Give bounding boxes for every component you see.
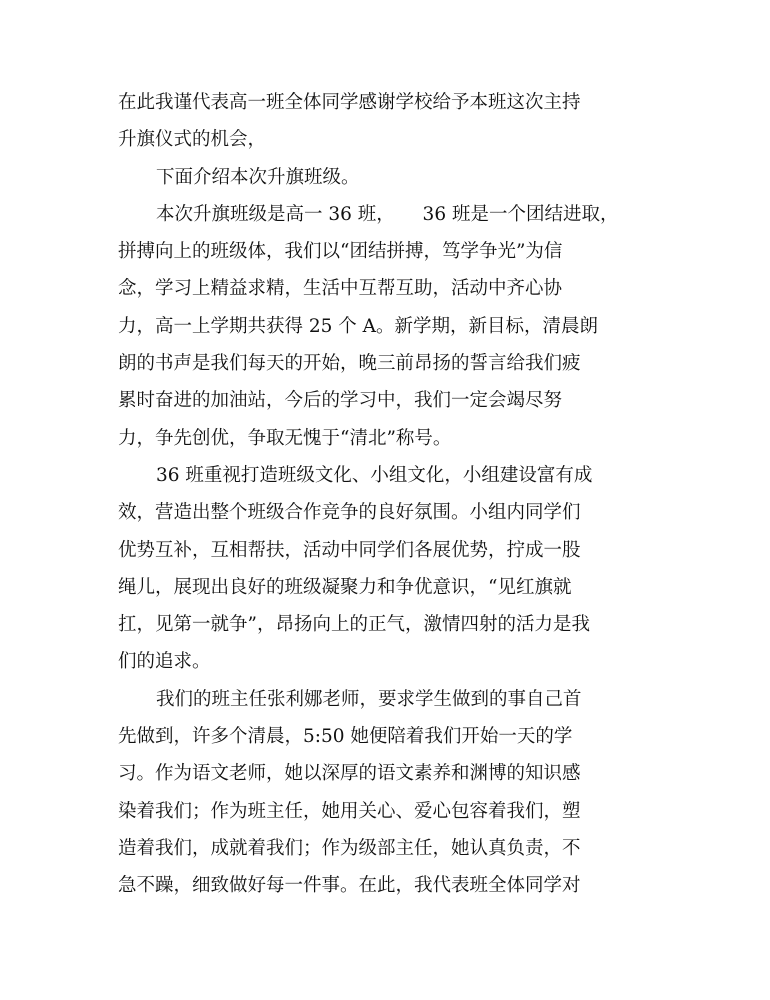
text-line: 效，营造出整个班级合作竞争的良好氛围。小组内同学们 <box>118 502 581 524</box>
text-line: 力，高一上学期共获得 25 个 A。新学期，新目标，清晨朗 <box>118 315 599 337</box>
text-line: 优势互补，互相帮扶，活动中同学们各展优势，拧成一股 <box>118 539 581 561</box>
text-line: 朗的书声是我们每天的开始，晚三前昂扬的誓言给我们疲 <box>118 353 581 375</box>
text-line: 急不躁，细致做好每一件事。在此，我代表班全体同学对 <box>118 875 581 897</box>
text-line: 绳儿，展现出良好的班级凝聚力和争优意识，“见红旗就 <box>118 576 572 598</box>
text-line: 累时奋进的加油站，今后的学习中，我们一定会竭尽努 <box>118 390 563 412</box>
text-line: 习。作为语文老师，她以深厚的语文素养和渊博的知识感 <box>118 763 581 785</box>
text-line: 本次升旗班级是高一 36 班， 36 班是一个团结进取， <box>156 203 619 225</box>
text-line: 拼搏向上的班级体，我们以“团结拼搏，笃学争光”为信 <box>118 241 563 263</box>
text-line: 们的追求。 <box>118 651 211 673</box>
text-line: 下面介绍本次升旗班级。 <box>156 166 360 188</box>
text-line: 我们的班主任张利娜老师，要求学生做到的事自己首 <box>156 688 582 710</box>
text-line: 念，学习上精益求精，生活中互帮互助，活动中齐心协 <box>118 278 563 300</box>
text-line: 力，争先创优，争取无愧于“清北”称号。 <box>118 427 452 449</box>
document-body <box>118 84 648 905</box>
text-line: 在此我谨代表高一班全体同学感谢学校给予本班这次主持 <box>118 92 581 113</box>
text-line: 扛，见第一就争”，昂扬向上的正气，激情四射的活力是我 <box>118 614 590 636</box>
text-line: 升旗仪式的机会， <box>118 129 267 151</box>
text-line: 染着我们；作为班主任，她用关心、爱心包容着我们，塑 <box>118 800 581 822</box>
text-line: 36 班重视打造班级文化、小组文化，小组建设富有成 <box>156 464 593 486</box>
text-line: 先做到，许多个清晨，5:50 她便陪着我们开始一天的学 <box>118 726 573 748</box>
text-line: 造着我们，成就着我们；作为级部主任，她认真负责，不 <box>118 837 581 859</box>
